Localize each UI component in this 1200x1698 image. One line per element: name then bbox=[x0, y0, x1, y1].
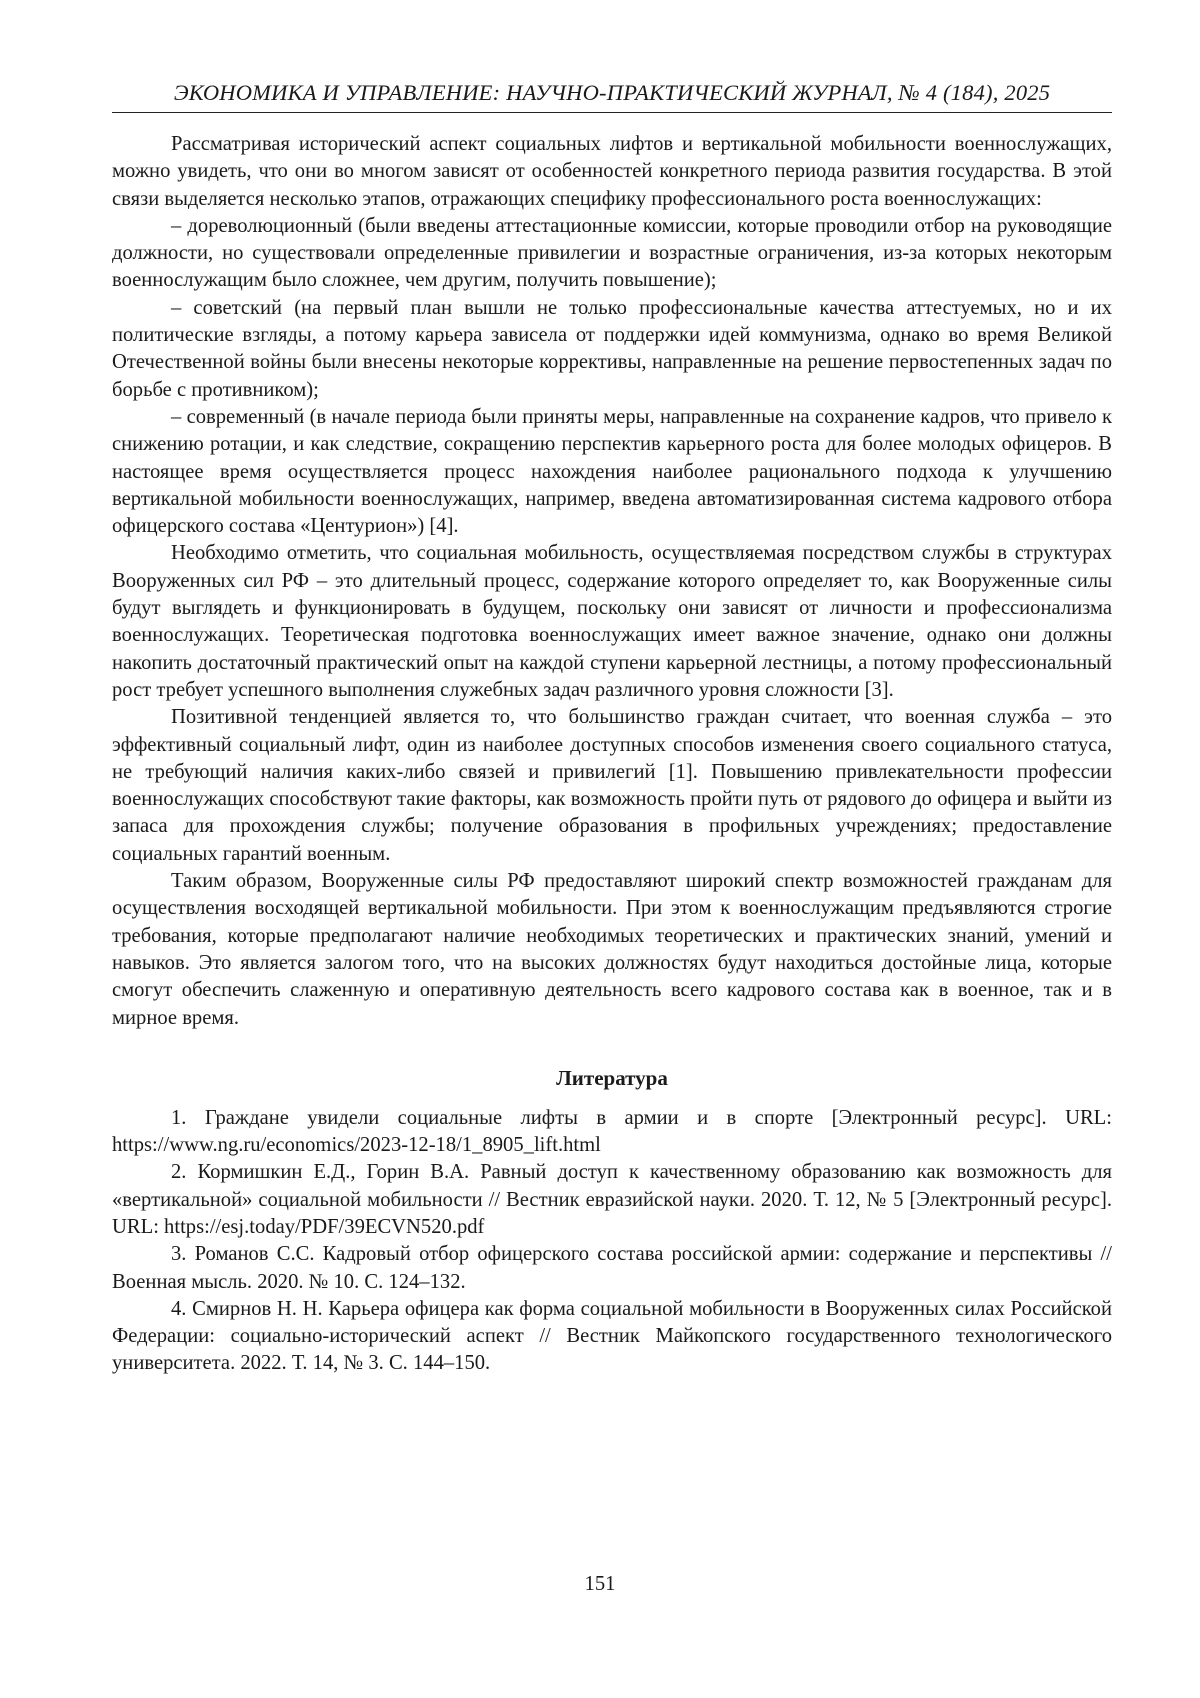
body-paragraph: – дореволюционный (были введены аттестационные комиссии, которые проводили отбор на руководящие должности, но существовали определенные привилегии и возрастные ограничения, из-за которых некоторым военнослужащим было сложнее, чем другим, получить повышение); bbox=[112, 213, 1112, 295]
body-paragraph: Таким образом, Вооруженные силы РФ предоставляют широкий спектр возможностей гражданам для осуществления восходящей вертикальной мобильности. При этом к военнослужащим предъявляются строгие требования, которые предполагают наличие необходимых теоретических и практических знаний, умений и навыков. Это является залогом того, что на высоких должностях будут находиться достойные лица, которые смогут обеспечить слаженную и оперативную деятельность всего кадрового состава как в военное, так и в мирное время. bbox=[112, 868, 1112, 1032]
body-paragraph: – современный (в начале периода были приняты меры, направленные на сохранение кадров, что привело к снижению ротации, и как следствие, сокращению перспектив карьерного роста для более молодых офицеров. В настоящее время осуществляется процесс нахождения наиболее рационального подхода к улучшению вертикальной мобильности военнослужащих, например, введена автоматизированная система кадрового отбора офицерского состава «Центурион») [4]. bbox=[112, 404, 1112, 540]
reference-item: 3. Романов С.С. Кадровый отбор офицерского состава российской армии: содержание и перспективы // Военная мысль. 2020. № 10. С. 124–132. bbox=[112, 1241, 1112, 1296]
document-page bbox=[112, 80, 1112, 1378]
references-heading: Литература bbox=[112, 1066, 1112, 1091]
body-paragraph: – советский (на первый план вышли не только профессиональные качества аттестуемых, но и их политические взгляды, а потому карьера зависела от поддержки идей коммунизма, однако во время Великой Отечественной войны были внесены некоторые коррективы, направленные на решение первостепенных задач по борьбе с противником); bbox=[112, 295, 1112, 404]
page-number: 151 bbox=[0, 1573, 1200, 1596]
journal-running-header: ЭКОНОМИКА И УПРАВЛЕНИЕ: НАУЧНО-ПРАКТИЧЕСКИЙ ЖУРНАЛ, № 4 (184), 2025 bbox=[112, 80, 1112, 113]
body-paragraph: Позитивной тенденцией является то, что большинство граждан считает, что военная служба – это эффективный социальный лифт, один из наиболее доступных способов изменения своего социального статуса, не требующий наличия каких-либо связей и привилегий [1]. Повышению привлекательности профессии военнослужащих способствуют такие факторы, как возможность пройти путь от рядового до офицера и выйти из запаса для прохождения службы; получение образования в профильных учреждениях; предоставление социальных гарантий военным. bbox=[112, 704, 1112, 868]
body-paragraph: Необходимо отметить, что социальная мобильность, осуществляемая посредством службы в структурах Вооруженных сил РФ – это длительный процесс, содержание которого определяет то, как Вооруженные силы будут выглядеть и функционировать в будущем, поскольку они зависят от личности и профессионализма военнослужащих. Теоретическая подготовка военнослужащих имеет важное значение, однако они должны накопить достаточный практический опыт на каждой ступени карьерной лестницы, а потому профессиональный рост требует успешного выполнения служебных задач различного уровня сложности [3]. bbox=[112, 540, 1112, 704]
references-list bbox=[112, 1105, 1112, 1378]
reference-item: 1. Граждане увидели социальные лифты в армии и в спорте [Электронный ресурс]. URL: https://www.ng.ru/economics/2023-12-18/1_8905_lift.html bbox=[112, 1105, 1112, 1160]
article-body bbox=[112, 131, 1112, 1032]
reference-item: 4. Смирнов Н. Н. Карьера офицера как форма социальной мобильности в Вооруженных силах Российской Федерации: социально-исторический аспект // Вестник Майкопского государственного технологического университета. 2022. Т. 14, № 3. С. 144–150. bbox=[112, 1296, 1112, 1378]
reference-item: 2. Кормишкин Е.Д., Горин В.А. Равный доступ к качественному образованию как возможность для «вертикальной» социальной мобильности // Вестник евразийской науки. 2020. Т. 12, № 5 [Электронный ресурс]. URL: https://esj.today/PDF/39ECVN520.pdf bbox=[112, 1159, 1112, 1241]
body-paragraph: Рассматривая исторический аспект социальных лифтов и вертикальной мобильности военнослужащих, можно увидеть, что они во многом зависят от особенностей конкретного периода развития государства. В этой связи выделяется несколько этапов, отражающих специфику профессионального роста военнослужащих: bbox=[112, 131, 1112, 213]
